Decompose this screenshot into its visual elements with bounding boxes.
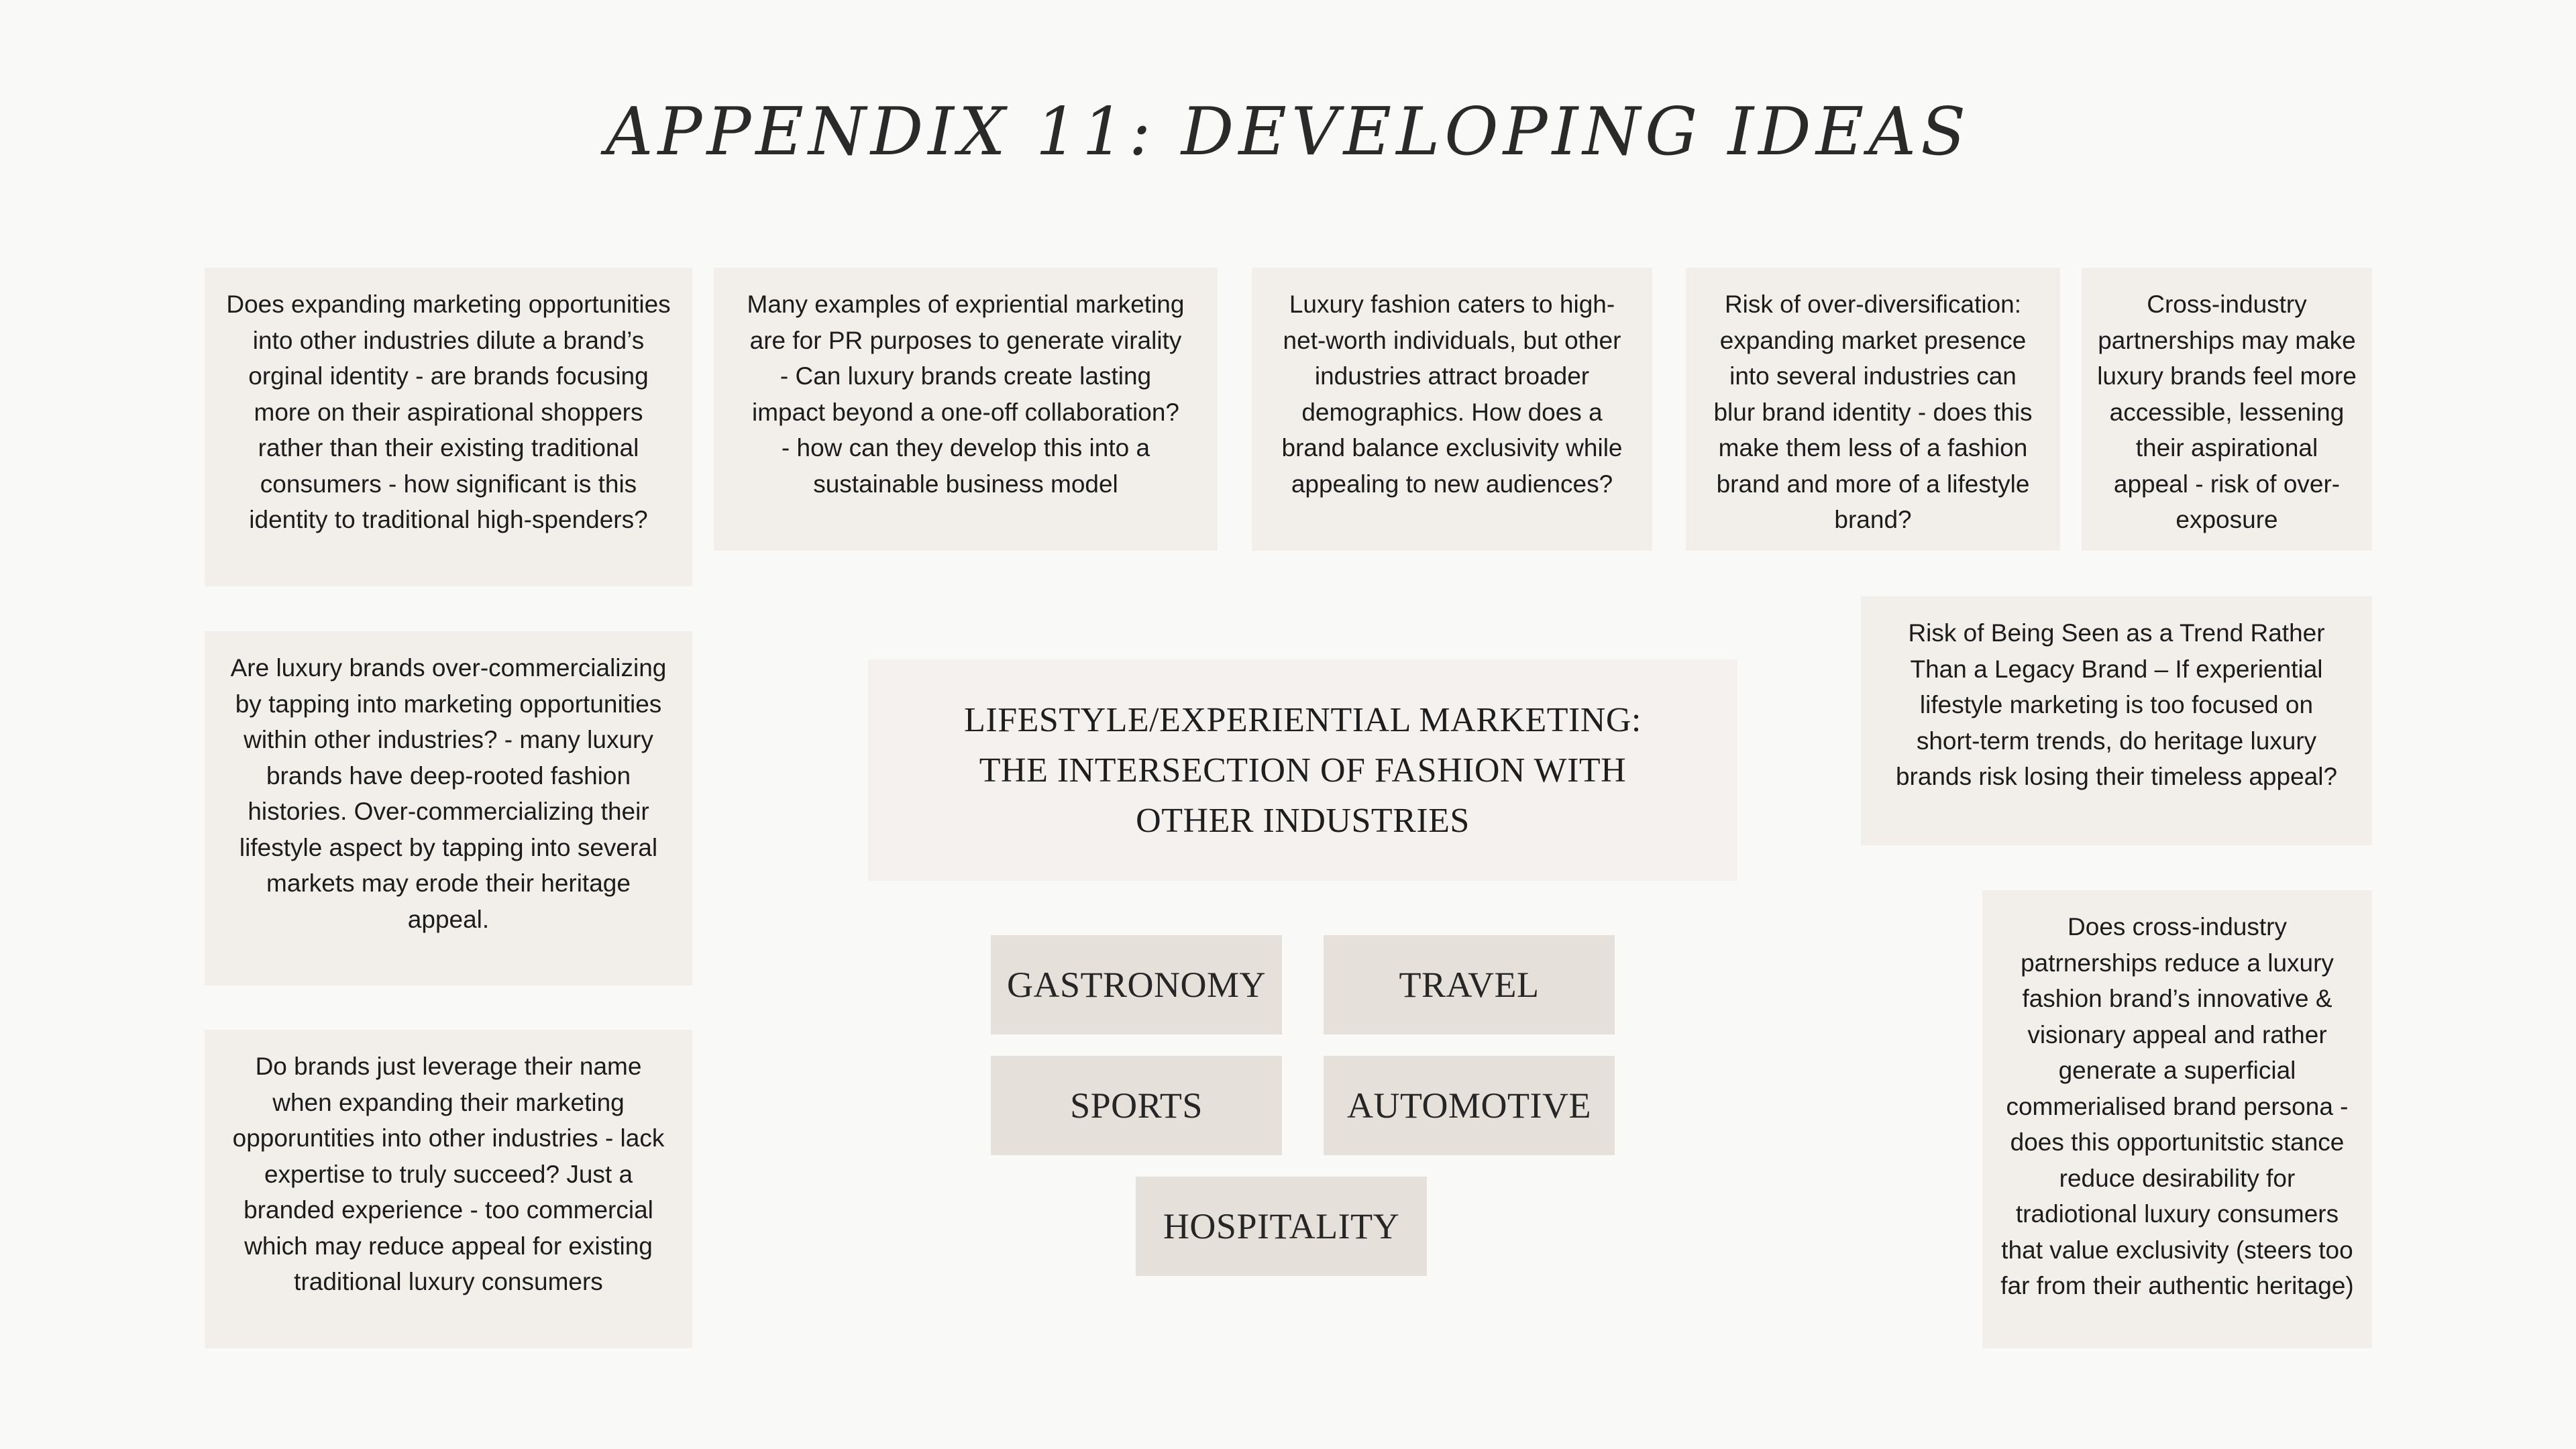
note-text: Does cross-industry patrnerships reduce a luxury fashion brand’s innovative & visionary appeal and rather generate a superficial commerialised brand persona - does this opportunitstic stance reduce desirability for tradiotional luxury consumers that value exclusivity (steers too far from their authentic heritage) [2000, 913, 2354, 1299]
note-over-diversification [1686, 268, 2060, 551]
note-leverage-name [205, 1030, 692, 1348]
tag-label: HOSPITALITY [1163, 1206, 1400, 1246]
note-text: Many examples of expriential marketing are for PR purposes to generate virality - Can luxury brands create lasting impact beyond a one-off collaboration? - how can they develop this into a sustainable business model [747, 290, 1185, 498]
note-over-commercializing [205, 631, 692, 985]
note-virality-impact [714, 268, 1218, 551]
note-text: Does expanding marketing opportunities into other industries dilute a brand’s orginal identity - are brands focusing more on their aspirational shoppers rather than their existing traditional consumers - how significant is this identity to traditional high-spenders? [226, 290, 671, 533]
central-topic [868, 659, 1737, 881]
page-title: APPENDIX 11: DEVELOPING IDEAS [605, 94, 1971, 170]
tag-label: SPORTS [1070, 1085, 1203, 1126]
note-text: Cross-industry partnerships may make luxury brands feel more accessible, lessening their aspirational appeal - risk of over-exposure [2097, 290, 2357, 533]
tag-sports [991, 1056, 1282, 1155]
tag-automotive [1324, 1056, 1615, 1155]
note-text: Are luxury brands over-commercializing by tapping into marketing opportunities within other industries? - many luxury brands have deep-rooted fashion histories. Over-commercializing their lifestyle aspect by tapping into several markets may erode their heritage appeal. [230, 654, 667, 933]
tag-label: AUTOMOTIVE [1347, 1085, 1591, 1126]
tag-gastronomy [991, 935, 1282, 1034]
note-text: Luxury fashion caters to high-net-worth individuals, but other industries attract broader demographics. How does a brand balance exclusivity while appealing to new audiences? [1281, 290, 1623, 498]
note-text: Risk of over-diversification: expanding market presence into several industries can blur brand identity - does this make them less of a fashion brand and more of a lifestyle brand? [1713, 290, 2033, 533]
note-innovative-appeal [1982, 890, 2372, 1348]
note-text: Do brands just leverage their name when expanding their marketing opporuntities into other industries - lack expertise to truly succeed? Just a branded experience - too commercial which may reduce appeal for existing traditional luxury consumers [232, 1053, 665, 1295]
note-over-exposure [2082, 268, 2372, 551]
note-text: Risk of Being Seen as a Trend Rather Than a Legacy Brand – If experiential lifestyle marketing is too focused on short-term trends, do heritage luxury brands risk losing their timeless appeal? [1895, 619, 2338, 790]
tag-travel [1324, 935, 1615, 1034]
note-identity-dilution [205, 268, 692, 586]
tag-label: GASTRONOMY [1006, 965, 1267, 1005]
tag-hospitality [1136, 1177, 1427, 1276]
note-trend-vs-legacy [1861, 596, 2372, 845]
tag-label: TRAVEL [1399, 965, 1540, 1005]
central-topic-text: LIFESTYLE/EXPERIENTIAL MARKETING: THE INTERSECTION OF FASHION WITH OTHER INDUSTRIES [964, 700, 1642, 840]
note-exclusivity-balance [1252, 268, 1652, 551]
